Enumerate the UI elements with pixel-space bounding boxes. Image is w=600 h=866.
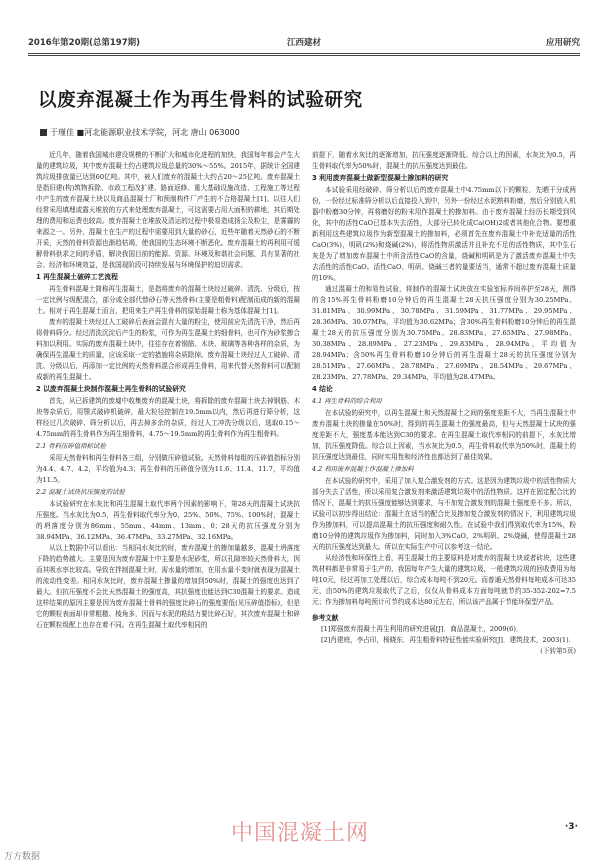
paragraph: 首先，从已拆建筑的废墟中收集废弃的混凝土块，将拆除的废弃混凝土块去掉钢筋、木块等杂质后，用颚式破碎机破碎，最大粒径控制在19.5mm以内，然后再进行筛分析，这样经过几次破碎、筛分析以后，再去掉多余的杂质，经过人工冲洗分级以后，选取0.15～4.75mm的再生骨料作为再生细骨料，4.75～19.5mm的再生骨料作为再生粗骨料。	[36, 397, 300, 438]
watermark-site: 中国混凝土网	[230, 821, 369, 846]
section-name: 应用研究	[545, 38, 580, 48]
references-heading: 参考文献	[312, 614, 339, 622]
right-column	[312, 150, 576, 860]
paragraph: 本试验采用经破碎、筛分析以后的废弃混凝土中4.75mm以下的颗粒，先晒干分成两份，一份经过标准筛分析以后直接投入到中，另外一份经过水泥熟料粉磨，然后分别放入机器中粉磨30分钟，再将磨好的粉末用作混凝土的掺加料。由于废弃混凝土经历长期受到风化，其中的活性CaO已基本失去活性，大部分已转化成Ca(OH)2或者其他化合物。要想重新利用这些建筑垃圾作为新型混凝土的掺加料，必须首先在废弃混凝土中补充适量的活性CaO(3%)，明矾(2%)和烧碱(2%)，将活性物质激活并且补充不足的活性物质，其中生石灰是为了增加废弃混凝土中所含活性CaO的含量，烧碱和明矾是为了激活废弃混凝土中失去活性的活性CaO。活性CaO、明矾、烧碱三者的量要适当，通常不超过废弃混凝土质量的10%。	[312, 186, 576, 282]
issue-info: 2016年第20期(总第197期)	[28, 38, 140, 48]
paragraph: 废弃的混凝土块经过人工破碎后表面会混有大量的粉尘，使用前应先清洗干净，然后再将骨料筛分。经过清洗沉淀后产生的粉浆，可作为再生混凝土的细骨料，也可作为砂浆掺合料加以利用。实际的废弃混凝土块中，往往存在着钢筋、木块、玻璃等各种各样的杂质，为确保再生混凝土的质量，应该采取一定的措施将杂质除掉。废弃混凝土块经过人工破碎、清洗、分级以后，再添加一定比例的天然骨料混合形成再生骨料，用来代替天然骨料可以配制成新的再生混凝土。	[36, 318, 300, 381]
watermark-source: 万方数据	[4, 852, 41, 862]
section-heading: 4 结论	[312, 385, 333, 393]
paragraph: 通过混凝土的和易性试验，将制作的混凝土试块放在实验室标养间养护至28天，测得的含15%再生骨料粉磨10分钟后的再生混凝土28天抗压强度分别为30.25MPa、31.81MPa、30.99MPa、30.78MPa、31.59MPa、31.77MPa、29.95MPa、28.36MPa、30.07MPa，平均值为30.62MPa；含30%再生骨料粉磨10分钟后的再生混凝土28天的抗压强度分别为30.75MPa、28.83MPa、27.65MPa、27.98MPa、30.38MPa、28.89MPa、27.23MPa、29.83MPa、28.94MPa，平均值为28.94MPa；含50%再生骨料粉磨10分钟后的再生混凝土28天的抗压强度分别为28.51MPa、27.66MPa、28.78MPa、27.69MPa、28.54MPa、29.67MPa、28.23MPa、27.78MPa、29.34MPa，平均值为28.47MPa。	[312, 285, 576, 381]
paragraph: 在本试验的研究中，以再生混凝土和天然混凝土之间的强度差距不大，当再生混凝土中废弃混凝土块的掺量在50%时，得到的再生混凝土的强度最高，但与天然混凝土试块的强度差距不大，强度基本能达到C30的要求。在再生混凝土取代率相同的前提下，水灰比增加，抗压强度降低。综合以上因素，当水灰比为0.5，再生骨料取代率为50%时，混凝土的抗压强度达到最佳，同时实用性和经济性也都达到了最佳效果。	[312, 409, 576, 461]
subsection-heading: 2.1 骨料压碎值指标试验	[36, 442, 106, 450]
journal-name: 江西建材	[286, 38, 321, 48]
paragraph: 在本试验的研究中，采用了加入复合激发剂的方式。这是因为建筑垃圾中的活性物质大部分失去了活性，所以采用复合激发剂来激活建筑垃圾中的活性物质。这样在固定配合比的情况下，混凝土的抗压强度能够达到要求，与不加复合激发剂的混凝土强度差不多。所以，试验可以初步得出结论：混凝土在适当的配合比及掺加复合激发剂的情况下，利用建筑垃圾作为掺加料，可以提高混凝土的抗压强度和耐久性。在试验中我们得到取代率为15%，粉磨10分钟的建筑垃圾作为掺加料，同时加入3%CaO、2%明矾、2%烧碱，使得混凝土28天的抗压强度达到最大。所以在实际生产中可以参考这一结论。	[312, 477, 576, 551]
subsection-heading: 2.2 混凝土试块抗压强度的试验	[36, 488, 125, 496]
section-heading: 2 以废弃混凝土块制作混凝土再生骨料的试验研究	[36, 385, 186, 393]
section-heading: 3 利用废弃混凝土做新型混凝土掺加料的研究	[312, 174, 449, 182]
section-heading: 1 再生混凝土破碎工艺流程	[36, 273, 118, 281]
subsection-heading: 4.2 利用废弃混凝土作混凝土掺加料	[312, 465, 414, 473]
left-column	[36, 150, 300, 860]
reference-item: [1]郑强废弃混凝土再生利用的研究进展[J]．商品混凝土，2009(6)．	[321, 625, 523, 633]
paragraph: 本试验研究在水灰比和再生混凝土取代率两个因素的影响下，第28天的混凝土试块抗压强度。当水灰比为0.5，再生骨料取代率分为0、25%、50%、75%、100%时，混凝土的坍落度分别为86mm、55mm、44mm、13mm、0；28天的抗压强度分别为38.94MPa、36.12MPa、36.47MPa、33.27MPa、32.16MPa。	[36, 500, 300, 541]
paragraph: 再生骨料混凝土简称再生混凝土，是指将废弃的混凝土块经过破碎、清洗、分级后，按一定比例与级配混合，部分或全部代替砂石等天然骨料(主要是粗骨料)配制而成的新的混凝土。相对于再生混凝土而言，把用来生产再生骨料的原始混凝土称为基体混凝土[1]。	[36, 285, 300, 315]
reference-item: [2]肖建庭，李占印，杨晓东．再生粗骨料特征性能实验研究[J]．建筑技术，2003(1)．	[321, 636, 576, 644]
header-rule	[28, 53, 580, 54]
author-text: 于瑾佳 ■河北能源职业技术学院，河北 唐山 063000	[50, 128, 240, 137]
paragraph: 从以上数据中可以看出：当相同水灰比的时，废弃混凝土的掺加量越多，混凝土坍落度下降的趋势越大。主要是因为废弃混凝土中主要是水泥砂浆，所以孔隙率较天然骨料大，因而其吸水率比较高。导致在拌制混凝土时，需水量的增加，在用水量不变时就表现为混凝土的流动性变差。相同水灰比时，废弃混凝土掺量的增加到50%时，混凝土的强度也达到了最大。但抗压强度不会比天然混凝土的强度高，其抗强度也能达到C30混凝土的要求。造成这样结果的原因主要是因为废弃混凝土骨料的强度比碎石的强度要低(见压碎值指标)，但是它的颗粒表面却非常粗糙、棱角多，因而与水泥的粘结力要比碎石好，其次废弃混凝土和碎石在颗粒级配上也存在着不同。在再生混凝土取代率相同的	[36, 544, 300, 629]
continued-note: (下转第5页)	[540, 647, 576, 655]
paragraph: 前提下，随着水灰比的逐渐增加，抗压强度逐渐降低。综合以上的因素，水灰比为0.5，再生骨料取代率为50%时，混凝土的抗压强度达到最佳。	[312, 151, 576, 170]
page-number: ·3·	[564, 822, 578, 832]
author-line	[40, 127, 240, 138]
article-title: 以废弃混凝土作为再生骨料的试验研究	[38, 90, 363, 111]
paragraph: 采用天然骨料和再生骨料各三组，分别做压碎值试验。天然骨料每组的压碎值指标分别为4.4、4.7、4.2，平均值为4.3；再生骨料的压碎值分别为11.6、11.4、11.7，平均值为11.5。	[36, 454, 300, 484]
subsection-heading: 4.1 再生骨料的综合利用	[312, 397, 382, 405]
paragraph: 近几年，随着我国城市建设规模的不断扩大和城市化进程的加快，我国每年都会产生大量的建筑垃圾，其中废弃混凝土约占建筑垃圾总量的30%～55%。2015年，据统计全国建筑垃圾排放量已达到60亿吨。其中，被人们废弃的混凝土大约占20～25亿吨。废弃混凝土是指旧建(构)筑物拆除、市政工程改扩建、路面返修、重大基础设施改造、工程施工等过程中产生的废弃混凝土块以及商品混凝土厂和预制构件厂产生的不合格混凝土[1]。以往人们经常采用填埋或露天堆放的方式来处理废弃混凝土，可这需要占用大面积的耕地，其后期处理的费用和运费也较高。废弃混凝土在堆放及清运的过程中极易造成扬尘及粉尘，是雾霾的来源之一。另外，混凝土在生产的过程中需要用到大量的砂石，近些年随着天然砂石的不断开采，天然的骨料资源也渐趋枯竭，使我国的生态环境不断恶化。废弃混凝土的再利用可缓解骨料供求之间的矛盾，解决我国目前的能源、资源、环境及和谐社会问题，具有显著的社会、经济和环境效益，是我国现阶段可持续发展与环境保护的迫切需求。	[36, 151, 300, 269]
paragraph: 从经济性和环保性上看，再生混凝土的主要原料是对废弃的混凝土块或者砖块，这些建筑材料都是非常易于生产的，我国每年产生大量的建筑垃圾，一般建筑垃圾的回收费用为每吨10元，经过再加工处理以后，综合成本每吨不到20元。而普通天然骨料每吨成本可达35元，由50%的建筑垃圾取代了之后，仅仅从骨料成本方面每吨就节约35-352-202=7.5元；作为掺加料每吨预计可节约成本达80元左右，所以该产品属于节能环保型产品。	[312, 554, 576, 606]
square-bullet-icon	[40, 129, 47, 136]
running-header	[28, 36, 580, 52]
header-rule-thin	[28, 55, 580, 56]
